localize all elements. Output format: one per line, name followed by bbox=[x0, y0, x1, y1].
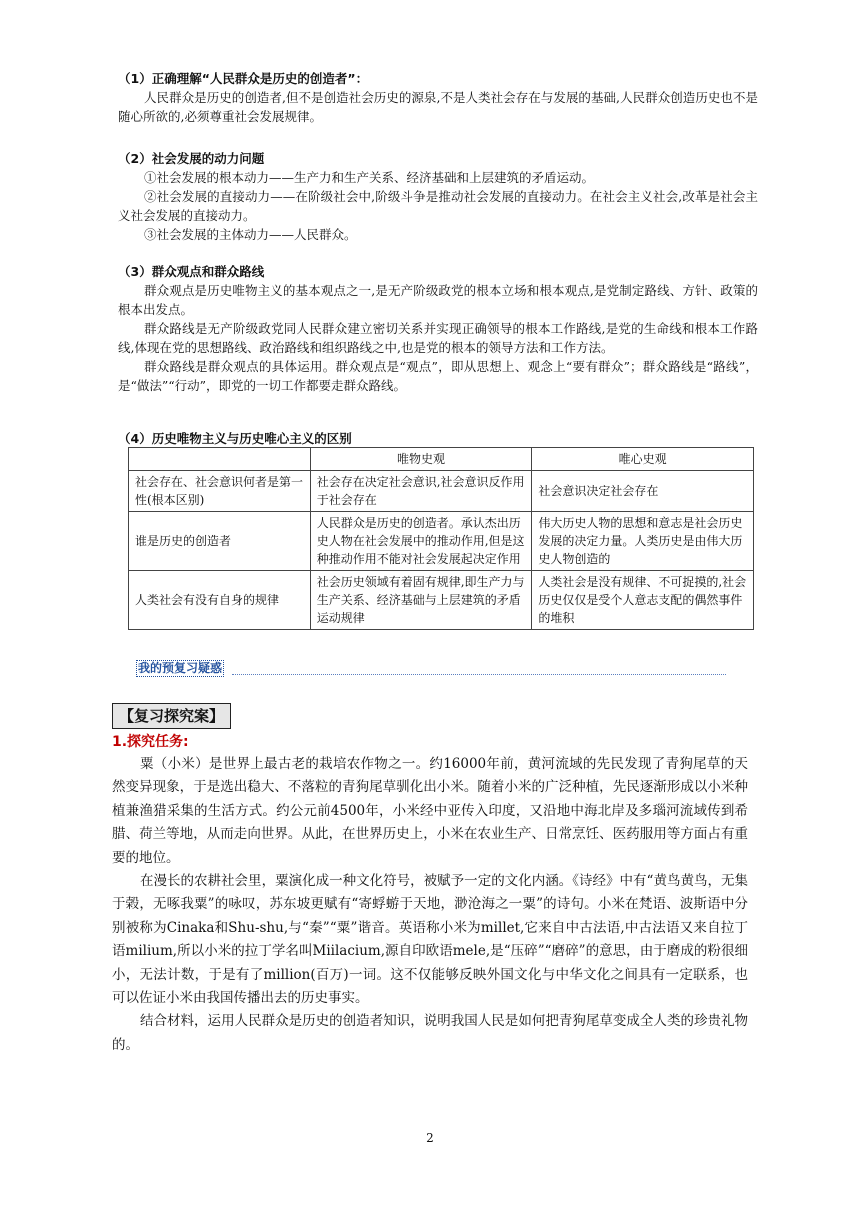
table-cell: 社会存在、社会意识何者是第一性(根本区别) bbox=[129, 471, 311, 512]
section-1 bbox=[118, 69, 758, 126]
section-1-heading: （1）正确理解“人民群众是历史的创造者”： bbox=[118, 71, 369, 86]
comparison-table bbox=[128, 447, 754, 630]
task-body bbox=[112, 753, 748, 1057]
section-2-item: ③社会发展的主体动力——人民群众。 bbox=[144, 227, 357, 242]
task-paragraph: 结合材料，运用人民群众是历史的创造者知识，说明我国人民是如何把青狗尾草变成全人类的珍贵礼物的。 bbox=[112, 1013, 748, 1053]
section-badge: 【复习探究案】 bbox=[112, 703, 231, 729]
task-title: 1.探究任务: bbox=[112, 734, 189, 750]
task-paragraph: 粟（小米）是世界上最古老的栽培农作物之一。约16000年前，黄河流域的先民发现了青狗尾草的天然变异现象，于是选出稳大、不落粒的青狗尾草驯化出小米。随着小米的广泛种植，先民逐渐形成以小米种植兼渔猎采集的生活方式。约公元前4500年，小米经中亚传入印度，又沿地中海北岸及多瑙河流域传到希腊、荷兰等地，从而走向世界。从此，在世界历史上，小米在农业生产、日常烹饪、医药服用等方面占有重要的地位。 bbox=[112, 756, 748, 866]
table-row bbox=[129, 512, 754, 571]
table-cell: 伟大历史人物的思想和意志是社会历史发展的决定力量。人类历史是由伟大历史人物创造的 bbox=[532, 512, 754, 571]
table-header-row bbox=[129, 448, 754, 471]
table-header-cell: 唯心史观 bbox=[532, 448, 754, 471]
task-paragraph: 在漫长的农耕社会里，粟演化成一种文化符号，被赋予一定的文化内涵。《诗经》中有“黄鸟黄鸟，无集于榖，无啄我粟”的咏叹，苏东坡更赋有“寄蜉蝣于天地，渺沧海之一粟”的诗句。小米在梵语、波斯语中分别被称为Cinaka和Shu-shu,与“秦”“粟”谐音。英语称小米为millet,它来自中古法语,中古法语又来自拉丁语milium,所以小米的拉丁学名叫Miilacium,源自印欧语mele,是“压碎”“磨碎”的意思，由于磨成的粉很细小，无法计数，于是有了million(百万)一词。这不仅能够反映外国文化与中华文化之间具有一定联系，也可以佐证小米由我国传播出去的历史事实。 bbox=[112, 873, 748, 1007]
table-row bbox=[129, 471, 754, 512]
table-header-cell: 唯物史观 bbox=[310, 448, 532, 471]
page-number: 2 bbox=[426, 1131, 434, 1145]
table-cell: 社会意识决定社会存在 bbox=[532, 471, 754, 512]
section-3-paragraph: 群众路线是群众观点的具体运用。群众观点是“观点”，即从思想上、观念上“要有群众”；群众路线是“路线”，是“做法”“行动”，即党的一切工作都要走群众路线。 bbox=[118, 359, 758, 393]
table-cell: 人类社会是没有规律、不可捉摸的,社会历史仅仅是受个人意志支配的偶然事件的堆积 bbox=[532, 571, 754, 630]
section-2 bbox=[118, 149, 758, 244]
section-3-paragraph: 群众观点是历史唯物主义的基本观点之一,是无产阶级政党的根本立场和根本观点,是党制定路线、方针、政策的根本出发点。 bbox=[118, 283, 758, 317]
section-1-text: 人民群众是历史的创造者,但不是创造社会历史的源泉,不是人类社会存在与发展的基础,人民群众创造历史也不是随心所欲的,必须尊重社会发展规律。 bbox=[118, 90, 758, 124]
preview-dotted-line bbox=[232, 674, 726, 675]
section-3 bbox=[118, 262, 758, 395]
table-header-cell bbox=[129, 448, 311, 471]
preview-doubts-label: 我的预复习疑惑 bbox=[138, 661, 223, 675]
section-3-paragraph: 群众路线是无产阶级政党同人民群众建立密切关系并实现正确领导的根本工作路线,是党的生命线和根本工作路线,体现在党的思想路线、政治路线和组织路线之中,也是党的根本的领导方法和工作方法。 bbox=[118, 321, 758, 355]
section-2-heading: （2）社会发展的动力问题 bbox=[118, 151, 265, 166]
table-cell: 人类社会有没有自身的规律 bbox=[129, 571, 311, 630]
section-3-heading: （3）群众观点和群众路线 bbox=[118, 264, 265, 279]
table-cell: 社会存在决定社会意识,社会意识反作用于社会存在 bbox=[310, 471, 532, 512]
section-4 bbox=[118, 429, 758, 448]
section-4-heading: （4）历史唯物主义与历史唯心主义的区别 bbox=[118, 431, 352, 446]
table-cell: 人民群众是历史的创造者。承认杰出历史人物在社会发展中的推动作用,但是这种推动作用不能对社会发展起决定作用 bbox=[310, 512, 532, 571]
table-cell: 社会历史领域有着固有规律,即生产力与生产关系、经济基础与上层建筑的矛盾运动规律 bbox=[310, 571, 532, 630]
section-2-item: ②社会发展的直接动力——在阶级社会中,阶级斗争是推动社会发展的直接动力。在社会主义社会,改革是社会主义社会发展的直接动力。 bbox=[118, 189, 758, 223]
section-2-item: ①社会发展的根本动力——生产力和生产关系、经济基础和上层建筑的矛盾运动。 bbox=[144, 170, 595, 185]
table-cell: 谁是历史的创造者 bbox=[129, 512, 311, 571]
table-row bbox=[129, 571, 754, 630]
